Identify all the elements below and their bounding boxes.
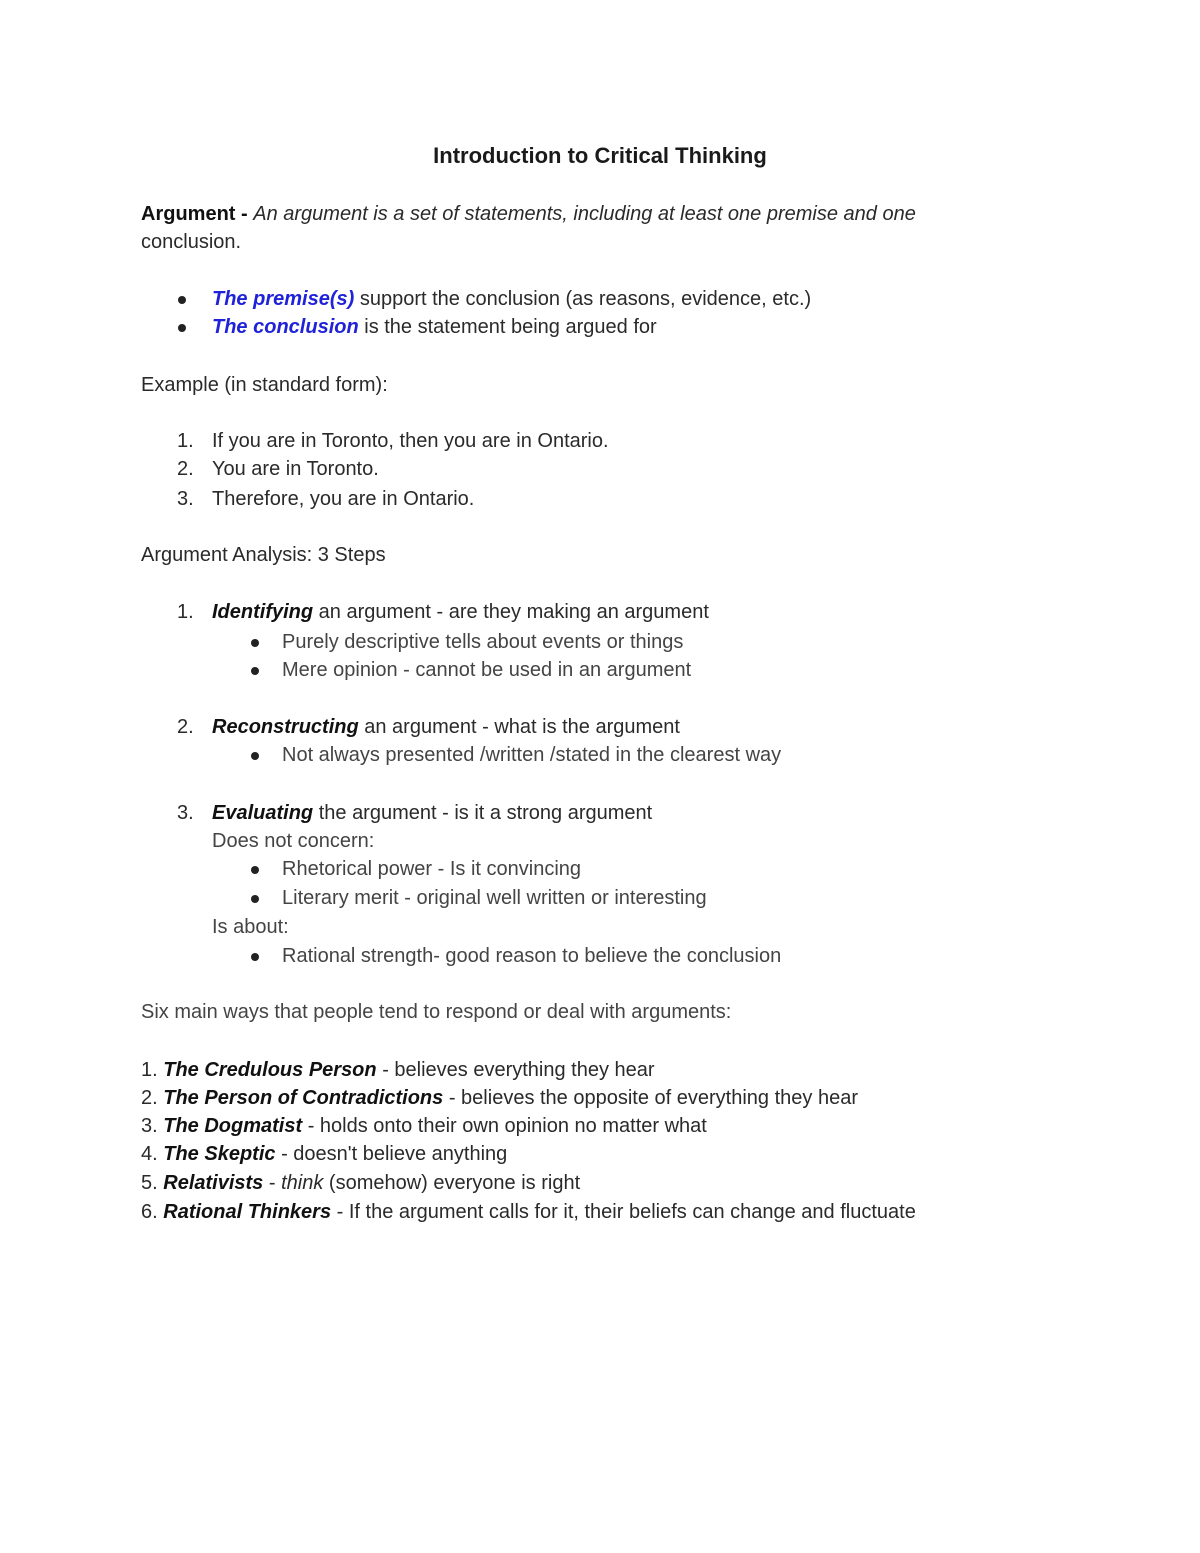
ways-num: 5. bbox=[141, 1172, 158, 1194]
step-bullet: Not always presented /written /stated in the clearest way bbox=[282, 744, 782, 766]
step-term: Reconstructing bbox=[212, 716, 359, 738]
conclusion-term: The conclusion bbox=[212, 316, 359, 338]
ways-num: 4. bbox=[141, 1143, 158, 1165]
is-about-label: Is about: bbox=[212, 916, 289, 938]
bullet-icon bbox=[251, 866, 259, 874]
ways-item bbox=[141, 1084, 858, 1112]
ways-num: 2. bbox=[141, 1087, 158, 1109]
ways-num: 1. bbox=[141, 1059, 158, 1081]
example-num: 3. bbox=[177, 488, 194, 510]
ways-rest-italic: think bbox=[281, 1172, 324, 1194]
step-bullet: Rational strength- good reason to believe the conclusion bbox=[282, 945, 782, 967]
step-reconstructing bbox=[212, 713, 680, 741]
step-term: Identifying bbox=[212, 601, 314, 623]
step-rest: an argument - what is the argument bbox=[364, 716, 680, 738]
ways-term: The Skeptic bbox=[163, 1143, 276, 1165]
ways-rest: (somehow) everyone is right bbox=[328, 1172, 581, 1194]
ways-rest: - If the argument calls for it, their beliefs can change and fluctuate bbox=[336, 1201, 916, 1223]
ways-item bbox=[141, 1169, 580, 1197]
ways-item bbox=[141, 1056, 655, 1084]
ways-num: 6. bbox=[141, 1201, 158, 1223]
ways-item bbox=[141, 1112, 707, 1140]
example-line: If you are in Toronto, then you are in Ontario. bbox=[212, 430, 609, 452]
bullet-icon bbox=[251, 953, 259, 961]
ways-item bbox=[141, 1198, 916, 1226]
example-line: You are in Toronto. bbox=[212, 458, 379, 480]
part-conclusion bbox=[212, 313, 657, 341]
example-num: 1. bbox=[177, 430, 194, 452]
step-rest: an argument - are they making an argument bbox=[318, 601, 709, 623]
step-identifying bbox=[212, 598, 709, 626]
example-num: 2. bbox=[177, 458, 194, 480]
step-evaluating bbox=[212, 799, 652, 827]
step-bullet: Purely descriptive tells about events or things bbox=[282, 631, 684, 653]
bullet-icon bbox=[251, 639, 259, 647]
step-num: 3. bbox=[177, 802, 194, 824]
ways-rest: - believes the opposite of everything they hear bbox=[448, 1087, 858, 1109]
does-not-concern-label: Does not concern: bbox=[212, 830, 375, 852]
ways-item bbox=[141, 1140, 507, 1168]
bullet-icon bbox=[251, 667, 259, 675]
step-bullet: Mere opinion - cannot be used in an argument bbox=[282, 659, 692, 681]
ways-rest: - bbox=[268, 1172, 276, 1194]
step-term: Evaluating bbox=[212, 802, 314, 824]
premise-term: The premise(s) bbox=[212, 288, 355, 310]
step-num: 1. bbox=[177, 601, 194, 623]
step-bullet: Literary merit - original well written or interesting bbox=[282, 887, 707, 909]
ways-term: The Dogmatist bbox=[163, 1115, 303, 1137]
ways-rest: - holds onto their own opinion no matter what bbox=[307, 1115, 707, 1137]
ways-rest: - doesn't believe anything bbox=[281, 1143, 508, 1165]
ways-term: The Credulous Person bbox=[163, 1059, 377, 1081]
argument-term: Argument - bbox=[141, 203, 248, 225]
ways-rest: - believes everything they hear bbox=[382, 1059, 655, 1081]
part-premise bbox=[212, 285, 811, 313]
ways-term: Relativists bbox=[163, 1172, 264, 1194]
analysis-heading: Argument Analysis: 3 Steps bbox=[141, 544, 386, 566]
example-heading: Example (in standard form): bbox=[141, 374, 388, 396]
bullet-icon bbox=[251, 752, 259, 760]
argument-definition-text: An argument is a set of statements, including at least one premise and one bbox=[253, 203, 916, 225]
step-num: 2. bbox=[177, 716, 194, 738]
page-title: Introduction to Critical Thinking bbox=[433, 143, 767, 168]
example-line: Therefore, you are in Ontario. bbox=[212, 488, 475, 510]
ways-term: The Person of Contradictions bbox=[163, 1087, 444, 1109]
argument-definition bbox=[141, 200, 916, 228]
ways-heading: Six main ways that people tend to respond or deal with arguments: bbox=[141, 1001, 732, 1023]
step-rest: the argument - is it a strong argument bbox=[318, 802, 653, 824]
bullet-icon bbox=[178, 324, 186, 332]
argument-definition-cont: conclusion. bbox=[141, 231, 242, 253]
bullet-icon bbox=[251, 895, 259, 903]
ways-term: Rational Thinkers bbox=[163, 1201, 332, 1223]
premise-rest: support the conclusion (as reasons, evidence, etc.) bbox=[359, 288, 812, 310]
conclusion-rest: is the statement being argued for bbox=[364, 316, 657, 338]
ways-num: 3. bbox=[141, 1115, 158, 1137]
step-bullet: Rhetorical power - Is it convincing bbox=[282, 858, 582, 880]
bullet-icon bbox=[178, 296, 186, 304]
